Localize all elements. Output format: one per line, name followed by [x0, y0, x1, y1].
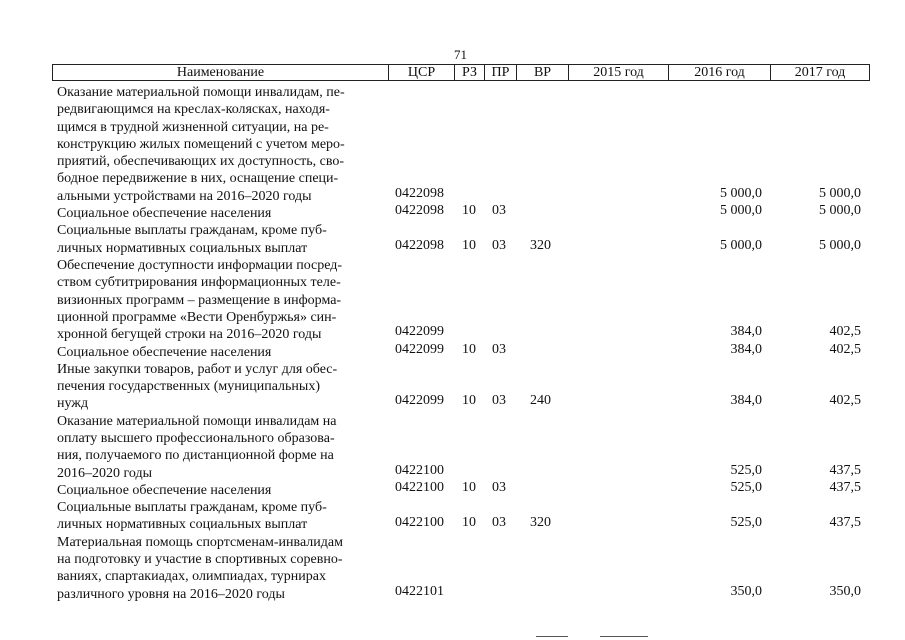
row-name-line: ния, получаемого по дистанционной форме на	[57, 448, 334, 464]
row-csr: 0422098	[395, 203, 444, 219]
row-rz: 10	[462, 479, 476, 495]
table-header	[52, 64, 870, 81]
row-rz: 10	[462, 237, 476, 253]
row-pr: 03	[492, 479, 506, 495]
row-2016: 525,0	[730, 514, 762, 530]
row-2017: 5 000,0	[819, 237, 861, 253]
row-name	[57, 205, 387, 222]
header-2017: 2017 год	[794, 65, 846, 80]
row-name-line: Социальные выплаты гражданам, кроме пуб-	[57, 223, 327, 239]
row-name	[57, 534, 387, 603]
row-rz: 10	[462, 341, 476, 357]
row-2016: 525,0	[730, 462, 762, 478]
row-2016: 5 000,0	[720, 185, 762, 201]
header-vr: ВР	[517, 65, 569, 80]
row-2017: 402,5	[829, 393, 861, 409]
row-name-line: различного уровня на 2016–2020 годы	[57, 586, 285, 602]
page-number: 71	[454, 47, 467, 62]
row-2016: 384,0	[730, 393, 762, 409]
header-pr: ПР	[485, 65, 517, 80]
header-2015: 2015 год	[569, 65, 669, 80]
row-name	[57, 222, 387, 257]
row-pr: 03	[492, 341, 506, 357]
row-2016: 5 000,0	[720, 237, 762, 253]
row-2017: 437,5	[829, 479, 861, 495]
row-2016: 384,0	[730, 324, 762, 340]
row-csr: 0422100	[395, 479, 444, 495]
row-2017: 5 000,0	[819, 185, 861, 201]
row-csr: 0422099	[395, 341, 444, 357]
row-name-line: альными устройствами на 2016–2020 годы	[57, 188, 312, 204]
row-name-line: на подготовку и участие в спортивных соревно-	[57, 552, 343, 568]
row-rz: 10	[462, 514, 476, 530]
row-pr: 03	[492, 514, 506, 530]
row-name-line: личных нормативных социальных выплат	[57, 517, 308, 533]
row-name-line: печения государственных (муниципальных)	[57, 379, 320, 395]
row-name	[57, 344, 387, 361]
row-vr: 320	[530, 514, 551, 530]
row-2017: 5 000,0	[819, 203, 861, 219]
row-pr: 03	[492, 203, 506, 219]
row-csr: 0422099	[395, 393, 444, 409]
row-name-line: Социальное обеспечение населения	[57, 344, 272, 360]
row-name-line: Материальная помощь спортсменам-инвалидам	[57, 534, 343, 550]
row-csr: 0422101	[395, 583, 444, 599]
row-name-line: Оказание материальной помощи инвалидам, пе-	[57, 85, 345, 100]
row-2016: 5 000,0	[720, 203, 762, 219]
row-name-line: приятий, обеспечивающих их доступность, сво-	[57, 154, 345, 170]
row-2017: 437,5	[829, 462, 861, 478]
row-name-line: 2016–2020 годы	[57, 465, 153, 481]
row-pr: 03	[492, 237, 506, 253]
row-name-line: визионных программ – размещение в информа-	[57, 292, 342, 308]
row-name	[57, 499, 387, 534]
bottom-dash-right	[600, 636, 648, 637]
row-name-line: оплату высшего профессионального образова-	[57, 430, 335, 446]
row-name-line: Социальное обеспечение населения	[57, 206, 272, 222]
header-name: Наименование	[53, 65, 389, 80]
row-vr: 240	[530, 393, 551, 409]
row-csr: 0422098	[395, 185, 444, 201]
row-csr: 0422099	[395, 324, 444, 340]
row-name-line: личных нормативных социальных выплат	[57, 240, 308, 256]
row-csr: 0422098	[395, 237, 444, 253]
row-rz: 10	[462, 393, 476, 409]
row-name	[57, 413, 387, 482]
row-2017: 402,5	[829, 341, 861, 357]
row-csr: 0422100	[395, 514, 444, 530]
row-csr: 0422100	[395, 462, 444, 478]
row-2016: 350,0	[730, 583, 762, 599]
row-name	[57, 361, 387, 413]
header-csr: ЦСР	[389, 65, 455, 80]
row-name-line: Иные закупки товаров, работ и услуг для обес-	[57, 361, 338, 377]
row-name-line: хронной бегущей строки на 2016–2020 годы	[57, 327, 322, 343]
row-name-line: ством субтитрирования информационных теле-	[57, 275, 341, 291]
row-name-line: бодное передвижение в них, оснащение специ-	[57, 171, 339, 187]
row-name-line: ваниях, спартакиадах, олимпиадах, турнирах	[57, 569, 326, 585]
row-name	[57, 84, 387, 205]
row-2016: 525,0	[730, 479, 762, 495]
row-name-line: Социальные выплаты гражданам, кроме пуб-	[57, 500, 327, 516]
bottom-dash-left	[536, 636, 568, 637]
row-name-line: щимся в трудной жизненной ситуации, на ре-	[57, 119, 329, 135]
row-name-line: нужд	[57, 396, 89, 412]
row-2017: 350,0	[829, 583, 861, 599]
row-name-line: редвигающимся на креслах-колясках, находя-	[57, 102, 330, 118]
row-name-line: Обеспечение доступности информации посред-	[57, 258, 343, 273]
row-vr: 320	[530, 237, 551, 253]
header-2016: 2016 год	[669, 65, 771, 80]
row-pr: 03	[492, 393, 506, 409]
row-name-line: конструкцию жилых помещений с учетом меро-	[57, 136, 345, 152]
row-2017: 402,5	[829, 324, 861, 340]
row-name	[57, 482, 387, 499]
row-name-line: Оказание материальной помощи инвалидам на	[57, 413, 337, 429]
header-rz: РЗ	[455, 65, 485, 80]
row-name-line: Социальное обеспечение населения	[57, 482, 272, 498]
row-2017: 437,5	[829, 514, 861, 530]
row-rz: 10	[462, 203, 476, 219]
row-name-line: ционной программе «Вести Оренбуржья» син-	[57, 309, 337, 325]
row-2016: 384,0	[730, 341, 762, 357]
row-name	[57, 257, 387, 343]
